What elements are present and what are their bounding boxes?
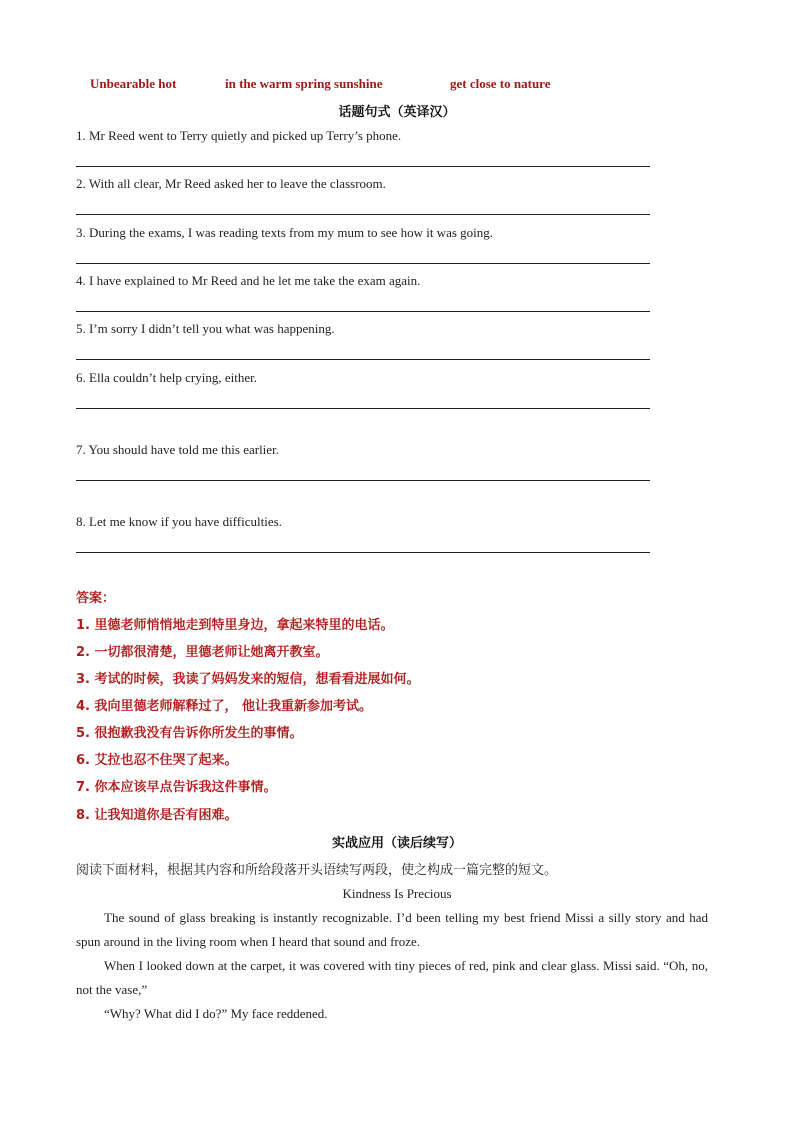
phrase-3: get close to nature [450,76,551,91]
answer-8: 8. 让我知道你是否有困难。 [76,808,238,823]
answer-1: 1. 里德老师悄悄地走到特里身边，拿起来特里的电话。 [76,618,394,633]
instruction-text: 阅读下面材料，根据其内容和所给段落开头语续写两段，使之构成一篇完整的短文。 [76,863,558,878]
question-7: 7. You should have told me this earlier. [76,442,279,457]
answer-line-8 [76,552,650,553]
story-paragraph-2: When I looked down at the carpet, it was covered with tiny pieces of red, pink and clear glass. Missi said. “Oh, no, not the vase,” [76,958,708,997]
story-title: Kindness Is Precious [342,886,452,901]
answer-5: 5. 很抱歉我没有告诉你所发生的事情。 [76,726,303,741]
section-title: 话题句式（英译汉） [338,105,456,120]
answer-6: 6. 艾拉也忍不住哭了起来。 [76,753,238,768]
question-8: 8. Let me know if you have difficulties. [76,514,282,529]
answer-line-3 [76,263,650,264]
answer-line-4 [76,311,650,312]
story-paragraph-3: “Why? What did I do?” My face reddened. [104,1006,328,1021]
question-1: 1. Mr Reed went to Terry quietly and picked up Terry’s phone. [76,128,402,143]
answer-line-6 [76,408,650,409]
answer-3: 3. 考试的时候，我读了妈妈发来的短信，想看看进展如何。 [76,672,420,687]
answer-4: 4. 我向里德老师解释过了， 他让我重新参加考试。 [76,699,373,714]
question-4: 4. I have explained to Mr Reed and he let me take the exam again. [76,273,421,288]
answer-line-7 [76,480,650,481]
story-paragraph-1: The sound of glass breaking is instantly recognizable. I’d been telling my best friend Missi a silly story and had spun around in the living room when I heard that sound and froze. [76,910,708,949]
question-6: 6. Ella couldn’t help crying, either. [76,370,257,385]
key-phrases-row [0,76,794,94]
practice-title: 实战应用（读后续写） [331,836,462,851]
question-5: 5. I’m sorry I didn’t tell you what was happening. [76,321,335,336]
answer-7: 7. 你本应该早点告诉我这件事情。 [76,780,277,795]
question-2: 2. With all clear, Mr Reed asked her to leave the classroom. [76,176,386,191]
answer-line-5 [76,359,650,360]
answer-line-1 [76,166,650,167]
answer-line-2 [76,214,650,215]
question-3: 3. During the exams, I was reading texts from my mum to see how it was going. [76,225,494,240]
phrase-1: Unbearable hot [90,76,177,91]
phrase-2: in the warm spring sunshine [225,76,383,91]
answer-2: 2. 一切都很清楚，里德老师让她离开教室。 [76,645,329,660]
answers-label: 答案： [76,591,116,606]
